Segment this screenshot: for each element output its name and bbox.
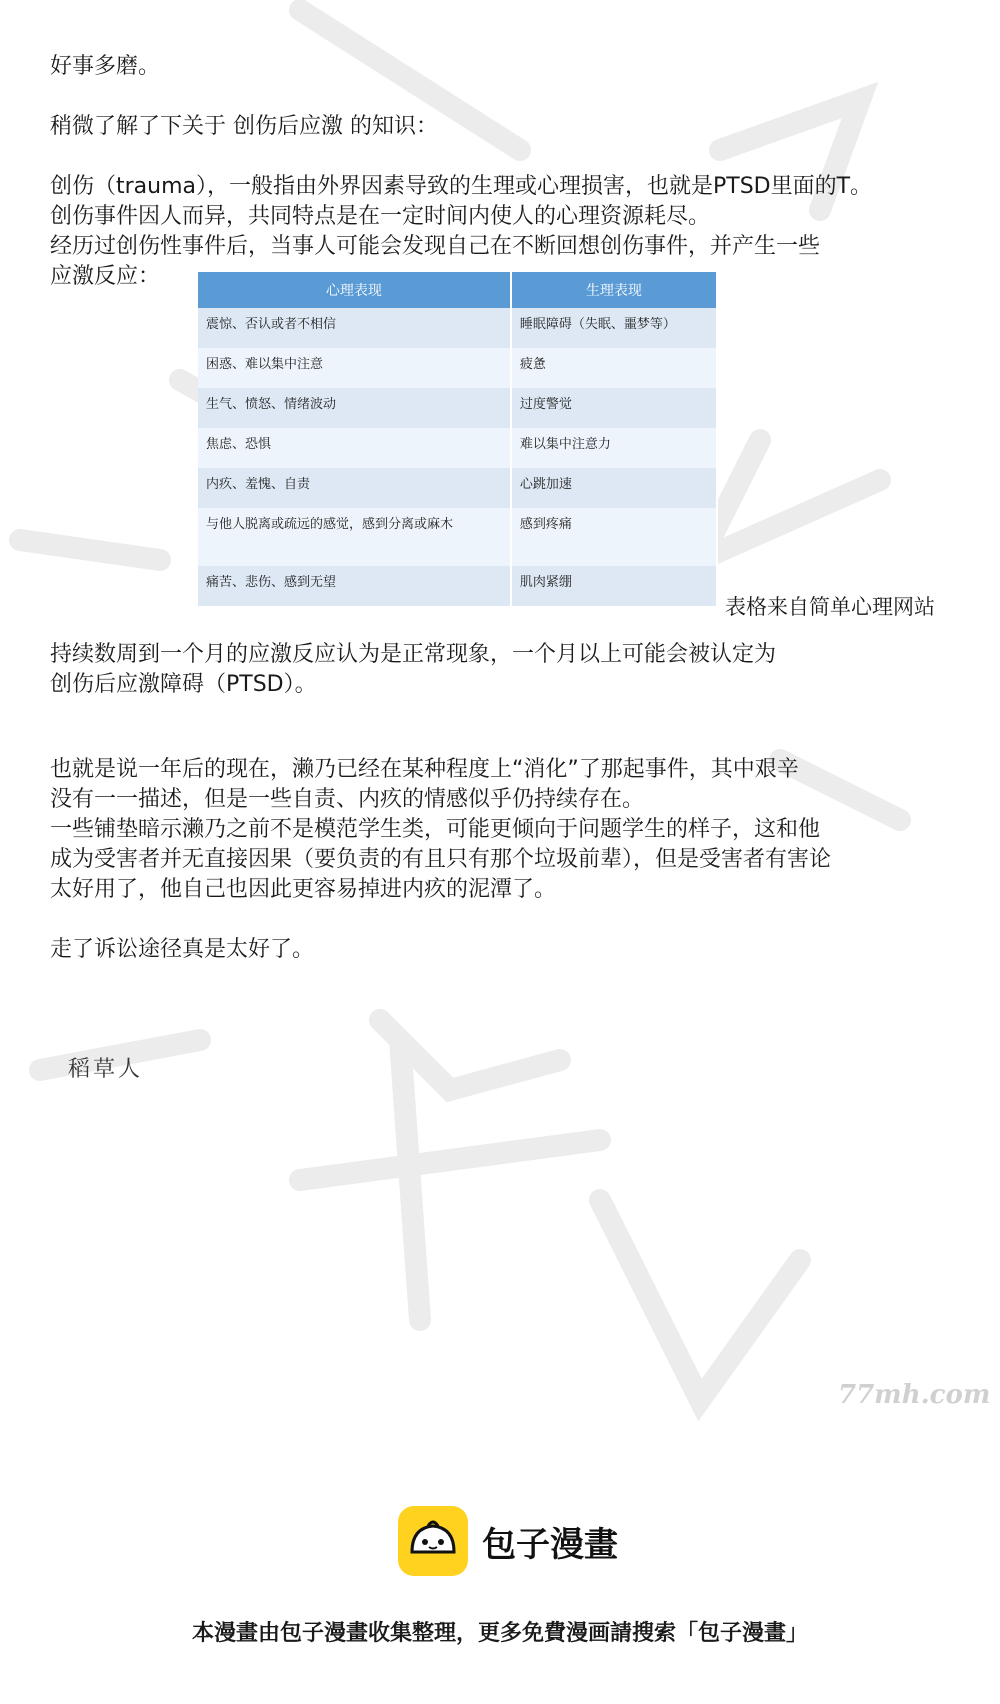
table-header-physiological: 生理表现 <box>511 272 717 308</box>
table-cell: 睡眠障碍（失眠、噩梦等） <box>511 308 717 348</box>
site-watermark: 77mh.com <box>838 1380 991 1410</box>
author-signature: 稻草人 <box>68 1057 144 1082</box>
table-cell: 痛苦、悲伤、感到无望 <box>198 566 511 606</box>
stress-reaction-table-wrap <box>198 272 718 606</box>
stress-reaction-table <box>198 272 718 606</box>
table-cell: 难以集中注意力 <box>511 428 717 468</box>
paragraph-trauma-line-3: 经历过创伤性事件后，当事人可能会发现自己在不断回想创伤事件，并产生一些 <box>50 234 821 259</box>
table-cell: 肌肉紧绷 <box>511 566 717 606</box>
paragraph-analysis-line-2: 没有一一描述，但是一些自责、内疚的情感似乎仍持续存在。 <box>50 787 645 812</box>
paragraph-ptsd-line-1: 持续数周到一个月的应激反应认为是正常现象，一个月以上可能会被认定为 <box>50 642 777 667</box>
paragraph-trauma-line-4: 应激反应： <box>50 264 161 289</box>
table-cell: 困惑、难以集中注意 <box>198 348 511 388</box>
table-source-note: 表格来自简单心理网站 <box>725 595 935 619</box>
table-cell: 内疚、羞愧、自责 <box>198 468 511 508</box>
footer-notice: 本漫畫由包子漫畫收集整理，更多免費漫画請搜索「包子漫畫」 <box>191 1621 808 1646</box>
paragraph-trauma-line-1: 创伤（trauma），一般指由外界因素导致的生理或心理损害，也就是PTSD里面的T。 <box>50 174 873 199</box>
table-row <box>198 508 717 566</box>
table-row <box>198 566 717 606</box>
table-row <box>198 388 717 428</box>
paragraph-analysis-line-1: 也就是说一年后的现在，濑乃已经在某种程度上“消化”了那起事件，其中艰辛 <box>50 757 799 782</box>
paragraph-closing: 走了诉讼途径真是太好了。 <box>50 937 315 962</box>
table-cell: 震惊、否认或者不相信 <box>198 308 511 348</box>
table-row <box>198 308 717 348</box>
table-header-psychological: 心理表现 <box>198 272 511 308</box>
table-cell: 与他人脱离或疏远的感觉，感到分离或麻木 <box>198 508 511 566</box>
table-cell: 过度警觉 <box>511 388 717 428</box>
table-cell: 生气、愤怒、情绪波动 <box>198 388 511 428</box>
table-cell: 心跳加速 <box>511 468 717 508</box>
paragraph-analysis-line-5: 太好用了，他自己也因此更容易掉进内疚的泥潭了。 <box>50 877 557 902</box>
table-row <box>198 468 717 508</box>
bun-logo-icon <box>398 1506 468 1576</box>
table-header-row <box>198 272 717 308</box>
table-cell: 疲惫 <box>511 348 717 388</box>
article-body-continued <box>50 640 950 965</box>
paragraph-ptsd-line-2: 创伤后应激障碍（PTSD）。 <box>50 672 317 697</box>
table-row <box>198 428 717 468</box>
table-row <box>198 348 717 388</box>
brand-banner <box>398 1506 618 1576</box>
paragraph-trauma-line-2: 创伤事件因人而异，共同特点是在一定时间内使人的心理资源耗尽。 <box>50 204 711 229</box>
table-cell: 感到疼痛 <box>511 508 717 566</box>
article-body <box>50 52 950 292</box>
paragraph-analysis-line-4: 成为受害者并无直接因果（要负责的有且只有那个垃圾前辈），但是受害者有害论 <box>50 847 832 872</box>
paragraph-topic: 稍微了解了下关于 创伤后应激 的知识： <box>50 114 438 139</box>
table-cell: 焦虑、恐惧 <box>198 428 511 468</box>
brand-name: 包子漫畫 <box>482 1524 618 1565</box>
paragraph-analysis-line-3: 一些铺垫暗示濑乃之前不是模范学生类，可能更倾向于问题学生的样子，这和他 <box>50 817 821 842</box>
paragraph-intro: 好事多磨。 <box>50 54 161 79</box>
